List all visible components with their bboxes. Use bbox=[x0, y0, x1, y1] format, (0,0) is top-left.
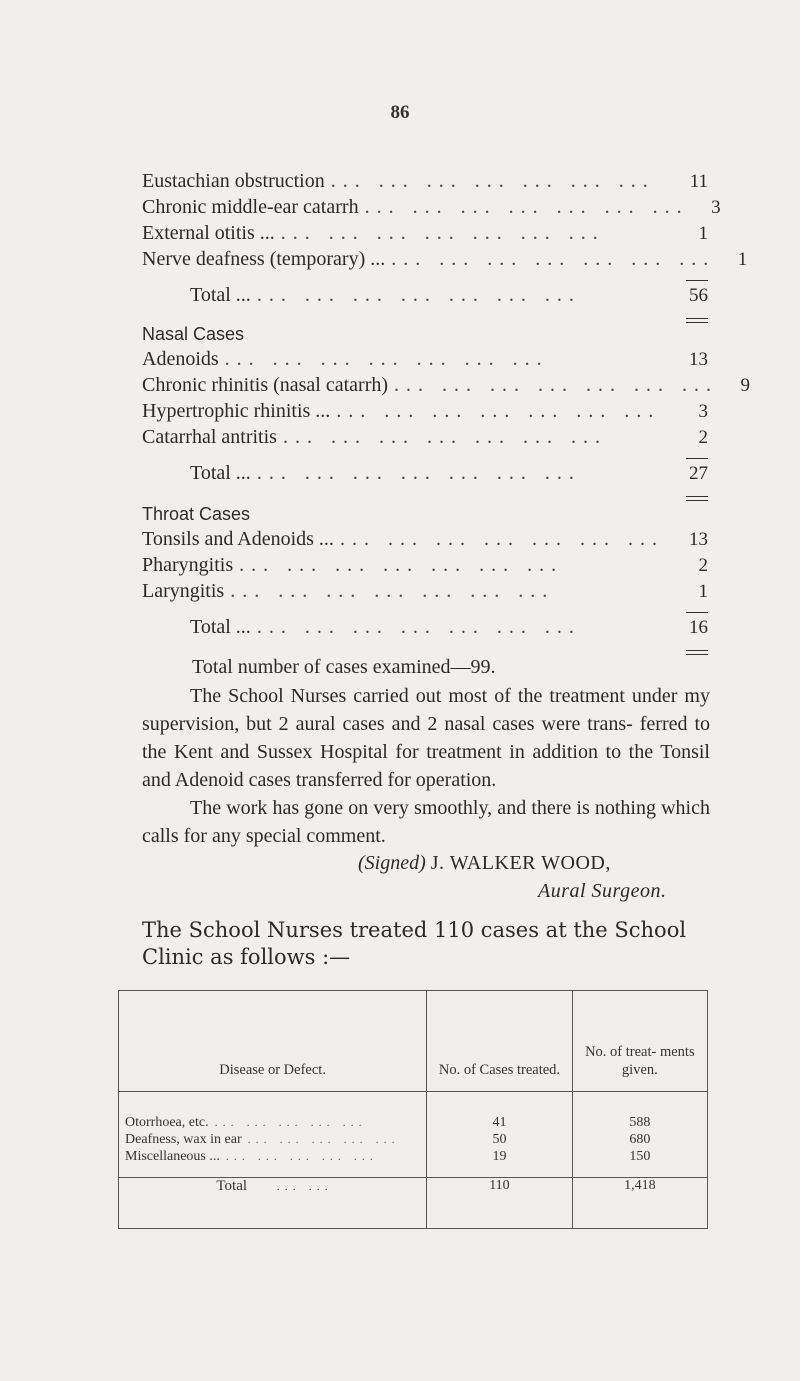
list-item bbox=[142, 248, 748, 274]
list-item bbox=[142, 374, 751, 400]
disease-cell: Miscellaneous ... bbox=[125, 1149, 220, 1164]
leader-dots: . . . . . . bbox=[276, 1179, 329, 1193]
paragraph: The School Nurses carried out most of the treatment under my supervision, but 2 aural cases and 2 nasal cases were trans- ferred to the Kent and Sussex Hospital for treatment in addition to the Tonsil and Adenoid cases transferred for operation. bbox=[142, 685, 710, 791]
leader-dots: . . . . . . . . . . . . . . . . . . . . . bbox=[256, 616, 575, 638]
list-item bbox=[142, 196, 721, 222]
row-label: Nerve deafness (temporary) ... bbox=[142, 248, 386, 270]
row-value: 3 bbox=[698, 401, 708, 422]
row-label: Tonsils and Adenoids ... bbox=[142, 528, 334, 550]
signatory-title: Aural Surgeon. bbox=[538, 880, 667, 902]
leader-dots: . . . . . . . . . . . . . . . . . . . . . bbox=[394, 374, 713, 396]
column-header: No. of treat- ments given. bbox=[572, 991, 707, 1092]
total-cases-cell: 110 bbox=[427, 1178, 572, 1229]
column-header: Disease or Defect. bbox=[119, 991, 427, 1092]
row-label: Hypertrophic rhinitis ... bbox=[142, 400, 331, 422]
row-value: 13 bbox=[689, 349, 708, 370]
leader-dots: . . . . . . . . . . . . . . . . . . . . . bbox=[391, 248, 710, 270]
row-value: 27 bbox=[689, 463, 708, 484]
cases-column bbox=[427, 1092, 572, 1178]
row-value: 16 bbox=[689, 617, 708, 638]
leader-dots: . . . . . . . . . . . . . . . . . . . . . bbox=[256, 462, 575, 484]
row-label: Eustachian obstruction bbox=[142, 170, 325, 192]
row-label: Chronic rhinitis (nasal catarrh) bbox=[142, 374, 389, 396]
cases-cell: 19 bbox=[492, 1149, 507, 1164]
list-item bbox=[142, 580, 708, 606]
table-header-row bbox=[119, 991, 708, 1092]
table-row bbox=[125, 1148, 420, 1165]
treatments-cell: 588 bbox=[629, 1115, 651, 1130]
row-value: 11 bbox=[689, 171, 708, 192]
section-heading: Throat Cases bbox=[142, 504, 251, 524]
leader-dots: . . . . . . . . . . . . . . . bbox=[225, 1149, 374, 1163]
list-item bbox=[142, 554, 708, 580]
double-rule bbox=[686, 318, 708, 323]
leader-dots: . . . . . . . . . . . . . . . . . . . . . bbox=[256, 284, 575, 306]
total-row bbox=[190, 462, 708, 488]
total-row bbox=[190, 616, 708, 642]
total-label: Total bbox=[216, 1178, 248, 1194]
signatory-name: J. WALKER WOOD, bbox=[430, 852, 611, 874]
disease-cell: Deafness, wax in ear bbox=[125, 1132, 242, 1147]
leader-dots: . . . . . . . . . . . . . . . . . . . . . bbox=[336, 400, 655, 422]
leader-dots: . . . . . . . . . . . . . . . . . . . . . bbox=[280, 222, 599, 244]
row-value: 1 bbox=[698, 223, 708, 244]
row-value: 1 bbox=[737, 249, 748, 270]
total-row bbox=[190, 284, 708, 310]
row-value: 9 bbox=[740, 375, 751, 396]
treatments-cell: 150 bbox=[629, 1149, 651, 1164]
table-row bbox=[125, 1131, 420, 1148]
leader-dots: . . . . . . . . . . . . . . . bbox=[247, 1132, 396, 1146]
page-number: 86 bbox=[390, 102, 410, 123]
cases-cell: 41 bbox=[492, 1115, 507, 1130]
double-rule bbox=[686, 496, 708, 501]
row-value: 3 bbox=[711, 197, 721, 218]
row-value: 2 bbox=[698, 555, 708, 576]
disease-cell: Otorrhoea, etc. bbox=[125, 1115, 209, 1130]
leader-dots: . . . . . . . . . . . . . . . . . . . . . bbox=[224, 348, 543, 370]
total-treatments-cell: 1,418 bbox=[572, 1178, 707, 1229]
disease-column bbox=[119, 1092, 427, 1178]
list-item bbox=[142, 426, 708, 452]
table-body bbox=[119, 1092, 708, 1178]
treatments-cell: 680 bbox=[629, 1132, 651, 1147]
paragraph: The work has gone on very smoothly, and there is nothing which calls for any special comment. bbox=[142, 797, 710, 847]
row-value: 13 bbox=[689, 529, 708, 550]
intro-text: The School Nurses treated 110 cases at the School Clinic as follows :— bbox=[142, 918, 687, 969]
leader-dots: . . . . . . . . . . . . . . . . . . . . . bbox=[230, 580, 549, 602]
row-label: External otitis ... bbox=[142, 222, 275, 244]
list-item bbox=[142, 528, 708, 554]
row-value: 2 bbox=[698, 427, 708, 448]
leader-dots: . . . . . . . . . . . . . . . . . . . . . bbox=[339, 528, 658, 550]
column-header: No. of Cases treated. bbox=[427, 991, 572, 1092]
row-label: Chronic middle-ear catarrh bbox=[142, 196, 359, 218]
sum-rule bbox=[686, 280, 708, 281]
double-rule bbox=[686, 650, 708, 655]
row-label: Catarrhal antritis bbox=[142, 426, 277, 448]
row-label: Pharyngitis bbox=[142, 554, 234, 576]
table-row bbox=[125, 1114, 420, 1131]
cases-cell: 50 bbox=[492, 1132, 507, 1147]
row-label: Total ... bbox=[190, 616, 251, 638]
total-label-cell bbox=[119, 1178, 427, 1229]
grand-total: Total number of cases examined—99. bbox=[192, 656, 496, 678]
list-item bbox=[142, 170, 708, 196]
section-heading: Nasal Cases bbox=[142, 324, 245, 344]
row-label: Total ... bbox=[190, 284, 251, 306]
signature-line bbox=[358, 852, 611, 875]
table-total-row bbox=[119, 1178, 708, 1229]
leader-dots: . . . . . . . . . . . . . . . . . . . . . bbox=[364, 196, 683, 218]
sum-rule bbox=[686, 612, 708, 613]
signed-label: (Signed) bbox=[358, 852, 426, 874]
row-value: 56 bbox=[689, 285, 708, 306]
leader-dots: . . . . . . . . . . . . . . . . . . . . . bbox=[282, 426, 601, 448]
leader-dots: . . . . . . . . . . . . . . . . . . . . . bbox=[239, 554, 558, 576]
row-label: Laryngitis bbox=[142, 580, 225, 602]
list-item bbox=[142, 400, 708, 426]
leader-dots: . . . . . . . . . . . . . . . bbox=[214, 1115, 363, 1129]
treatments-column bbox=[572, 1092, 707, 1178]
treatment-table bbox=[118, 990, 708, 1229]
leader-dots: . . . . . . . . . . . . . . . . . . . . . bbox=[330, 170, 649, 192]
list-item bbox=[142, 222, 708, 248]
row-value: 1 bbox=[698, 581, 708, 602]
row-label: Adenoids bbox=[142, 348, 219, 370]
sum-rule bbox=[686, 458, 708, 459]
row-label: Total ... bbox=[190, 462, 251, 484]
list-item bbox=[142, 348, 708, 374]
